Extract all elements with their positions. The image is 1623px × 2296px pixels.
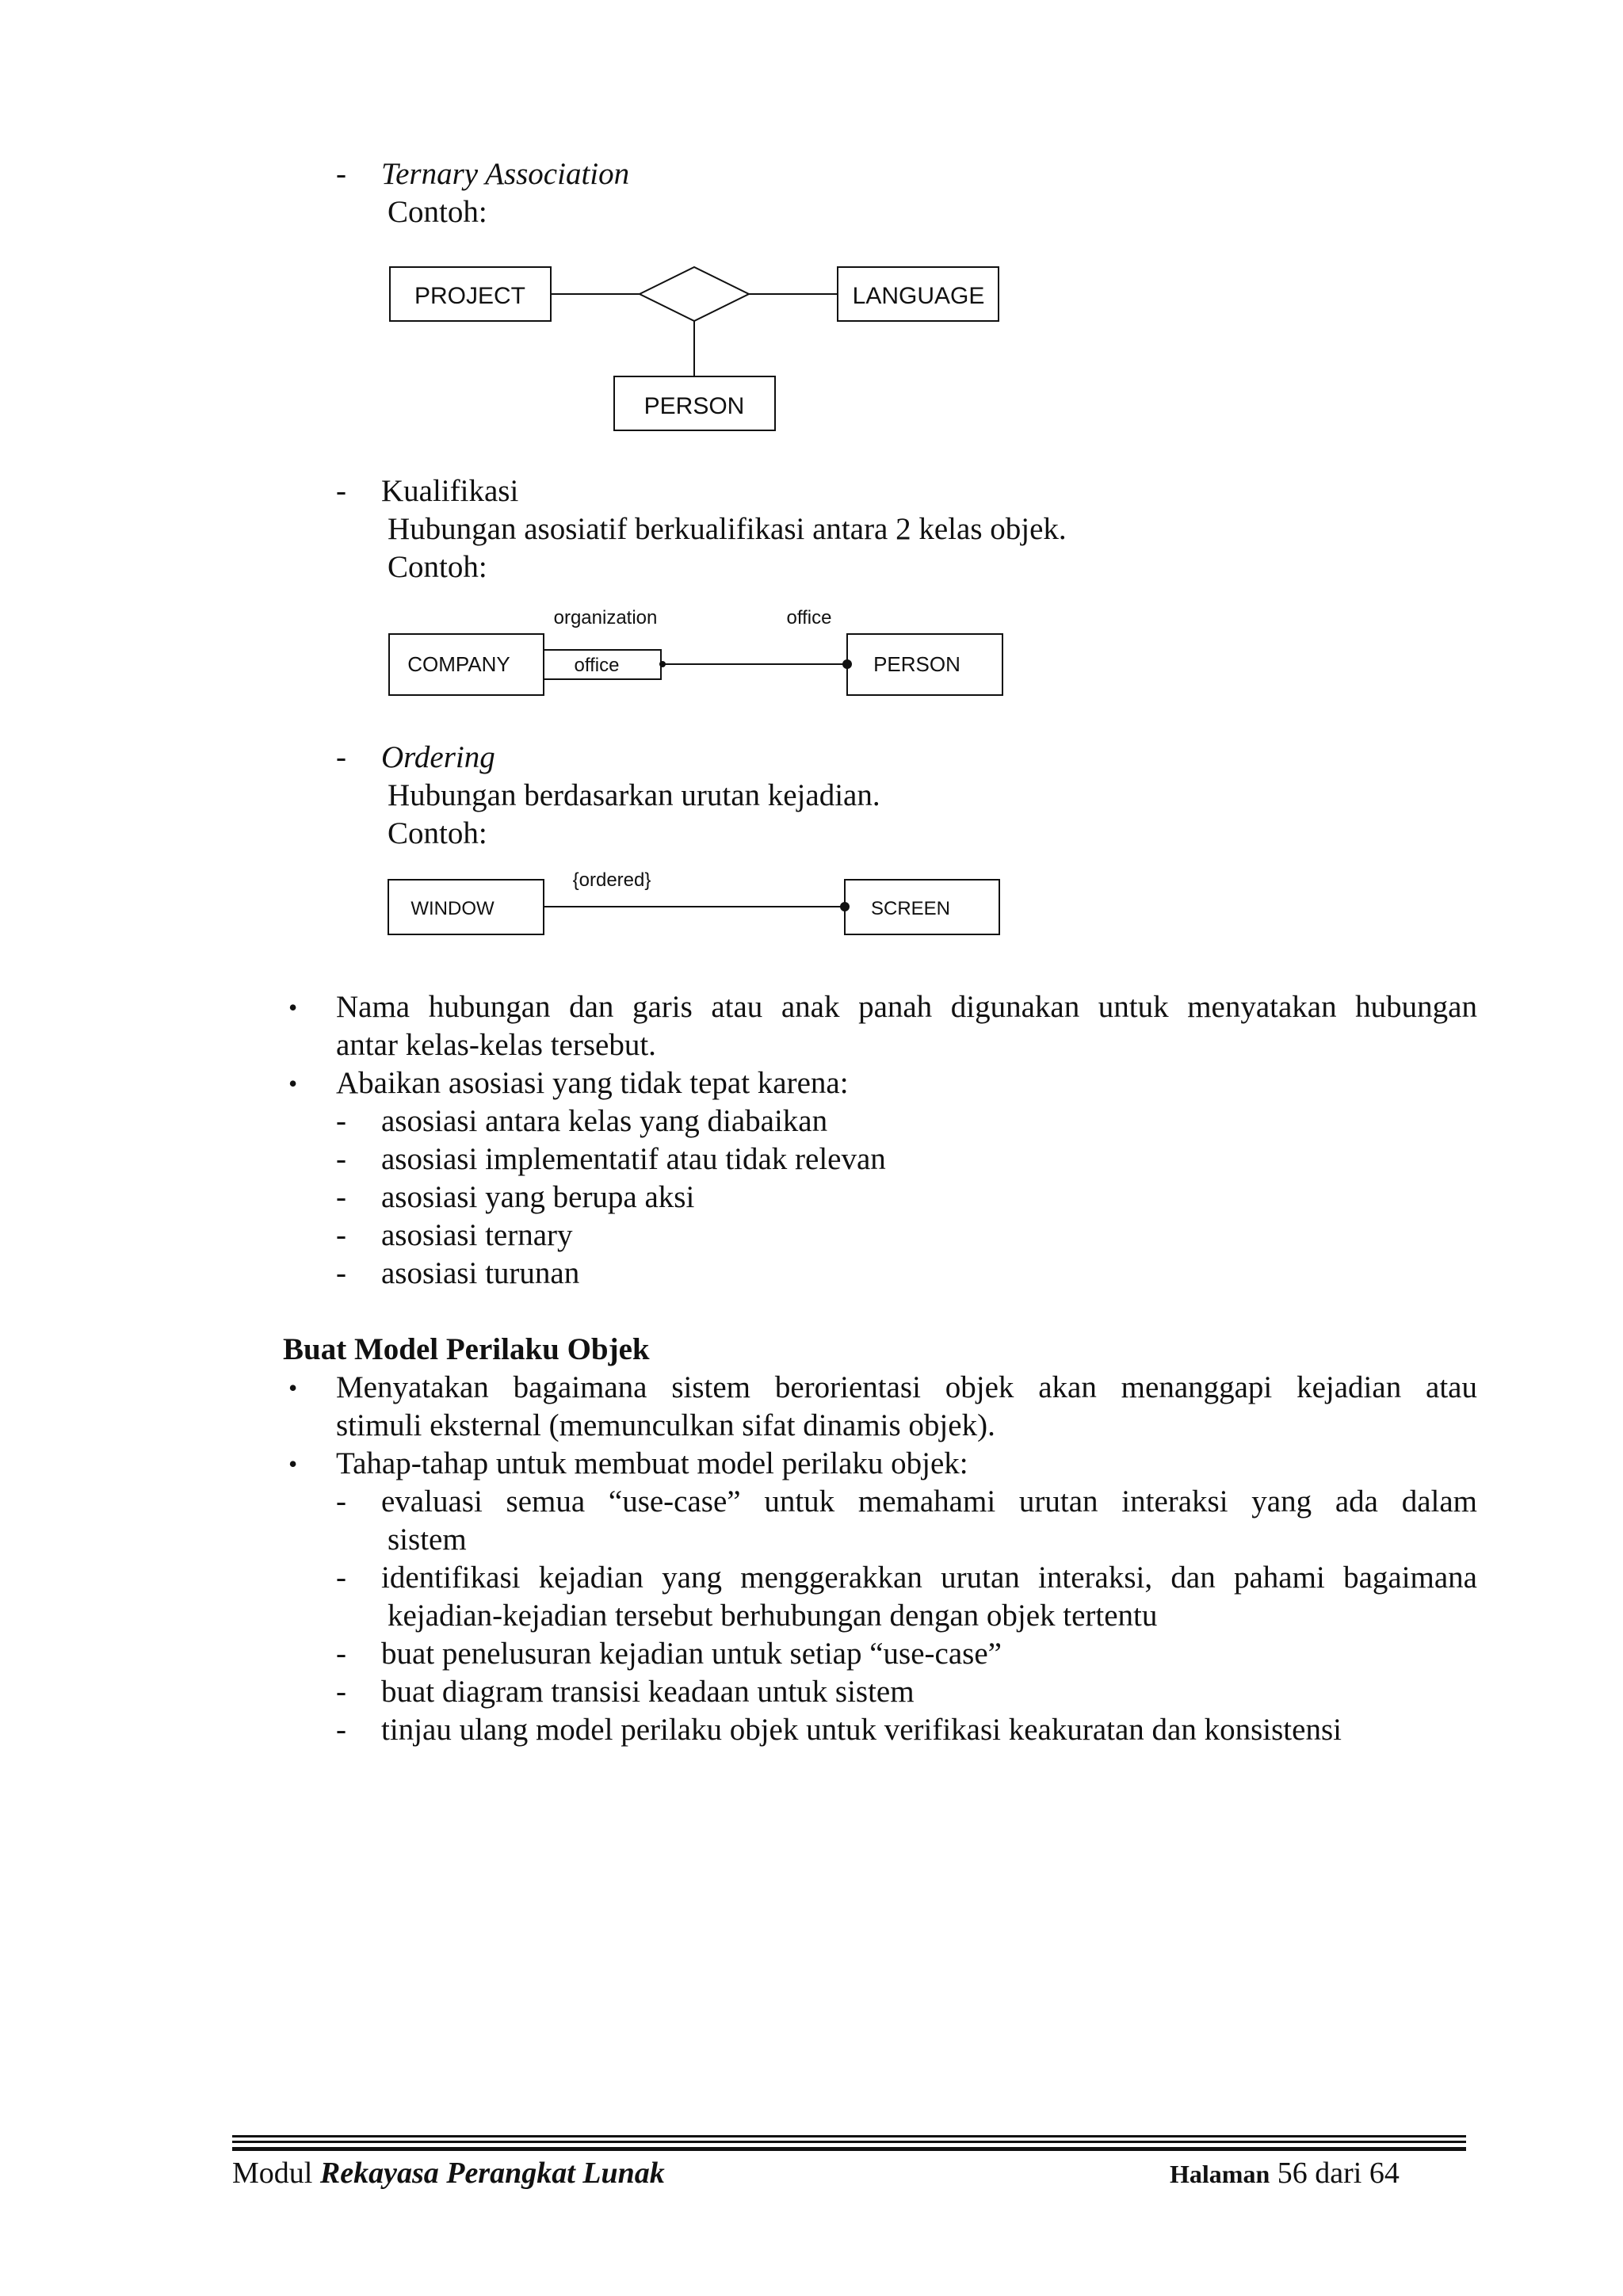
footer-rule bbox=[232, 2147, 1466, 2151]
list-item: asosiasi turunan bbox=[381, 1256, 580, 1290]
ternary-association-diagram bbox=[380, 258, 1014, 440]
dash-marker: - bbox=[336, 1104, 346, 1138]
dash-marker: - bbox=[336, 1218, 346, 1252]
footer-module bbox=[232, 2154, 665, 2192]
bullet-icon: • bbox=[288, 993, 298, 1022]
dash-marker: - bbox=[336, 1142, 346, 1176]
dash-marker: - bbox=[336, 1713, 346, 1747]
dash-marker: - bbox=[336, 1180, 346, 1214]
dash-marker: - bbox=[336, 1675, 346, 1709]
footer-halaman-word: Halaman bbox=[1170, 2160, 1270, 2188]
bullet-text: Menyatakan bagaimana sistem berorientasi objek akan menanggapi kejadian atau bbox=[336, 1370, 1477, 1404]
role-organization-label: organization bbox=[553, 607, 658, 628]
list-item: asosiasi antara kelas yang diabaikan bbox=[381, 1104, 828, 1138]
list-item: buat diagram transisi keadaan untuk sistem bbox=[381, 1675, 915, 1709]
kualifikasi-example-label: Contoh: bbox=[388, 550, 487, 584]
bullet-text: stimuli eksternal (memunculkan sifat dinamis objek). bbox=[336, 1408, 995, 1442]
list-item: evaluasi semua “use-case” untuk memahami urutan interaksi yang ada dalam bbox=[381, 1484, 1477, 1519]
footer-modul-word: Modul bbox=[232, 2157, 313, 2190]
list-item: sistem bbox=[388, 1522, 467, 1557]
role-office-label: office bbox=[786, 607, 832, 628]
list-item: identifikasi kejadian yang menggerakkan urutan interaksi, dan pahami bagaimana bbox=[381, 1561, 1477, 1595]
dash-marker: - bbox=[336, 740, 346, 774]
list-item: kejadian-kejadian tersebut berhubungan dengan objek tertentu bbox=[388, 1599, 1158, 1633]
kualifikasi-heading: Kualifikasi bbox=[381, 474, 519, 508]
dash-marker: - bbox=[336, 157, 346, 191]
list-item: asosiasi implementatif atau tidak relevan bbox=[381, 1142, 886, 1176]
footer-rule bbox=[232, 2141, 1466, 2143]
bullet-icon: • bbox=[288, 1373, 298, 1402]
qualified-association-diagram bbox=[380, 594, 1014, 705]
list-item: buat penelusuran kejadian untuk setiap “use-case” bbox=[381, 1637, 1002, 1671]
dash-marker: - bbox=[336, 1484, 346, 1519]
link-end-dot bbox=[659, 661, 666, 667]
ternary-example-label: Contoh: bbox=[388, 195, 487, 229]
list-item: asosiasi yang berupa aksi bbox=[381, 1180, 695, 1214]
ordering-description: Hubungan berdasarkan urutan kejadian. bbox=[388, 778, 880, 812]
ternary-heading: Ternary Association bbox=[381, 157, 630, 191]
ordering-diagram bbox=[380, 864, 1014, 943]
language-label: LANGUAGE bbox=[852, 283, 985, 309]
dash-marker: - bbox=[336, 1561, 346, 1595]
dash-marker: - bbox=[336, 474, 346, 508]
list-item: asosiasi ternary bbox=[381, 1218, 573, 1252]
list-item: tinjau ulang model perilaku objek untuk verifikasi keakuratan dan konsistensi bbox=[381, 1713, 1342, 1747]
dash-marker: - bbox=[336, 1637, 346, 1671]
bullet-text: Nama hubungan dan garis atau anak panah digunakan untuk menyatakan hubungan bbox=[336, 990, 1477, 1024]
section-title: Buat Model Perilaku Objek bbox=[283, 1332, 650, 1366]
ordering-example-label: Contoh: bbox=[388, 816, 487, 850]
bullet-icon: • bbox=[288, 1069, 298, 1098]
footer-title: Rekayasa Perangkat Lunak bbox=[319, 2157, 665, 2190]
ordering-heading: Ordering bbox=[381, 740, 495, 774]
person-label: PERSON bbox=[643, 393, 745, 419]
ordered-constraint: {ordered} bbox=[572, 869, 651, 891]
bullet-text: antar kelas-kelas tersebut. bbox=[336, 1028, 656, 1062]
qualifier-label: office bbox=[574, 655, 620, 676]
company-label: COMPANY bbox=[407, 652, 510, 676]
dash-marker: - bbox=[336, 1256, 346, 1290]
footer-rule bbox=[232, 2135, 1466, 2137]
kualifikasi-description: Hubungan asosiatif berkualifikasi antara 2 kelas objek. bbox=[388, 512, 1067, 546]
bullet-text: Tahap-tahap untuk membuat model perilaku objek: bbox=[336, 1446, 968, 1480]
page-number: 56 dari 64 bbox=[1277, 2157, 1400, 2190]
bullet-text: Abaikan asosiasi yang tidak tepat karena: bbox=[336, 1066, 849, 1100]
window-label: WINDOW bbox=[411, 898, 495, 919]
association-diamond bbox=[640, 267, 749, 321]
person-label: PERSON bbox=[873, 652, 960, 676]
project-label: PROJECT bbox=[414, 283, 526, 309]
footer-page bbox=[1170, 2154, 1400, 2193]
screen-label: SCREEN bbox=[870, 898, 951, 919]
bullet-icon: • bbox=[288, 1450, 298, 1478]
